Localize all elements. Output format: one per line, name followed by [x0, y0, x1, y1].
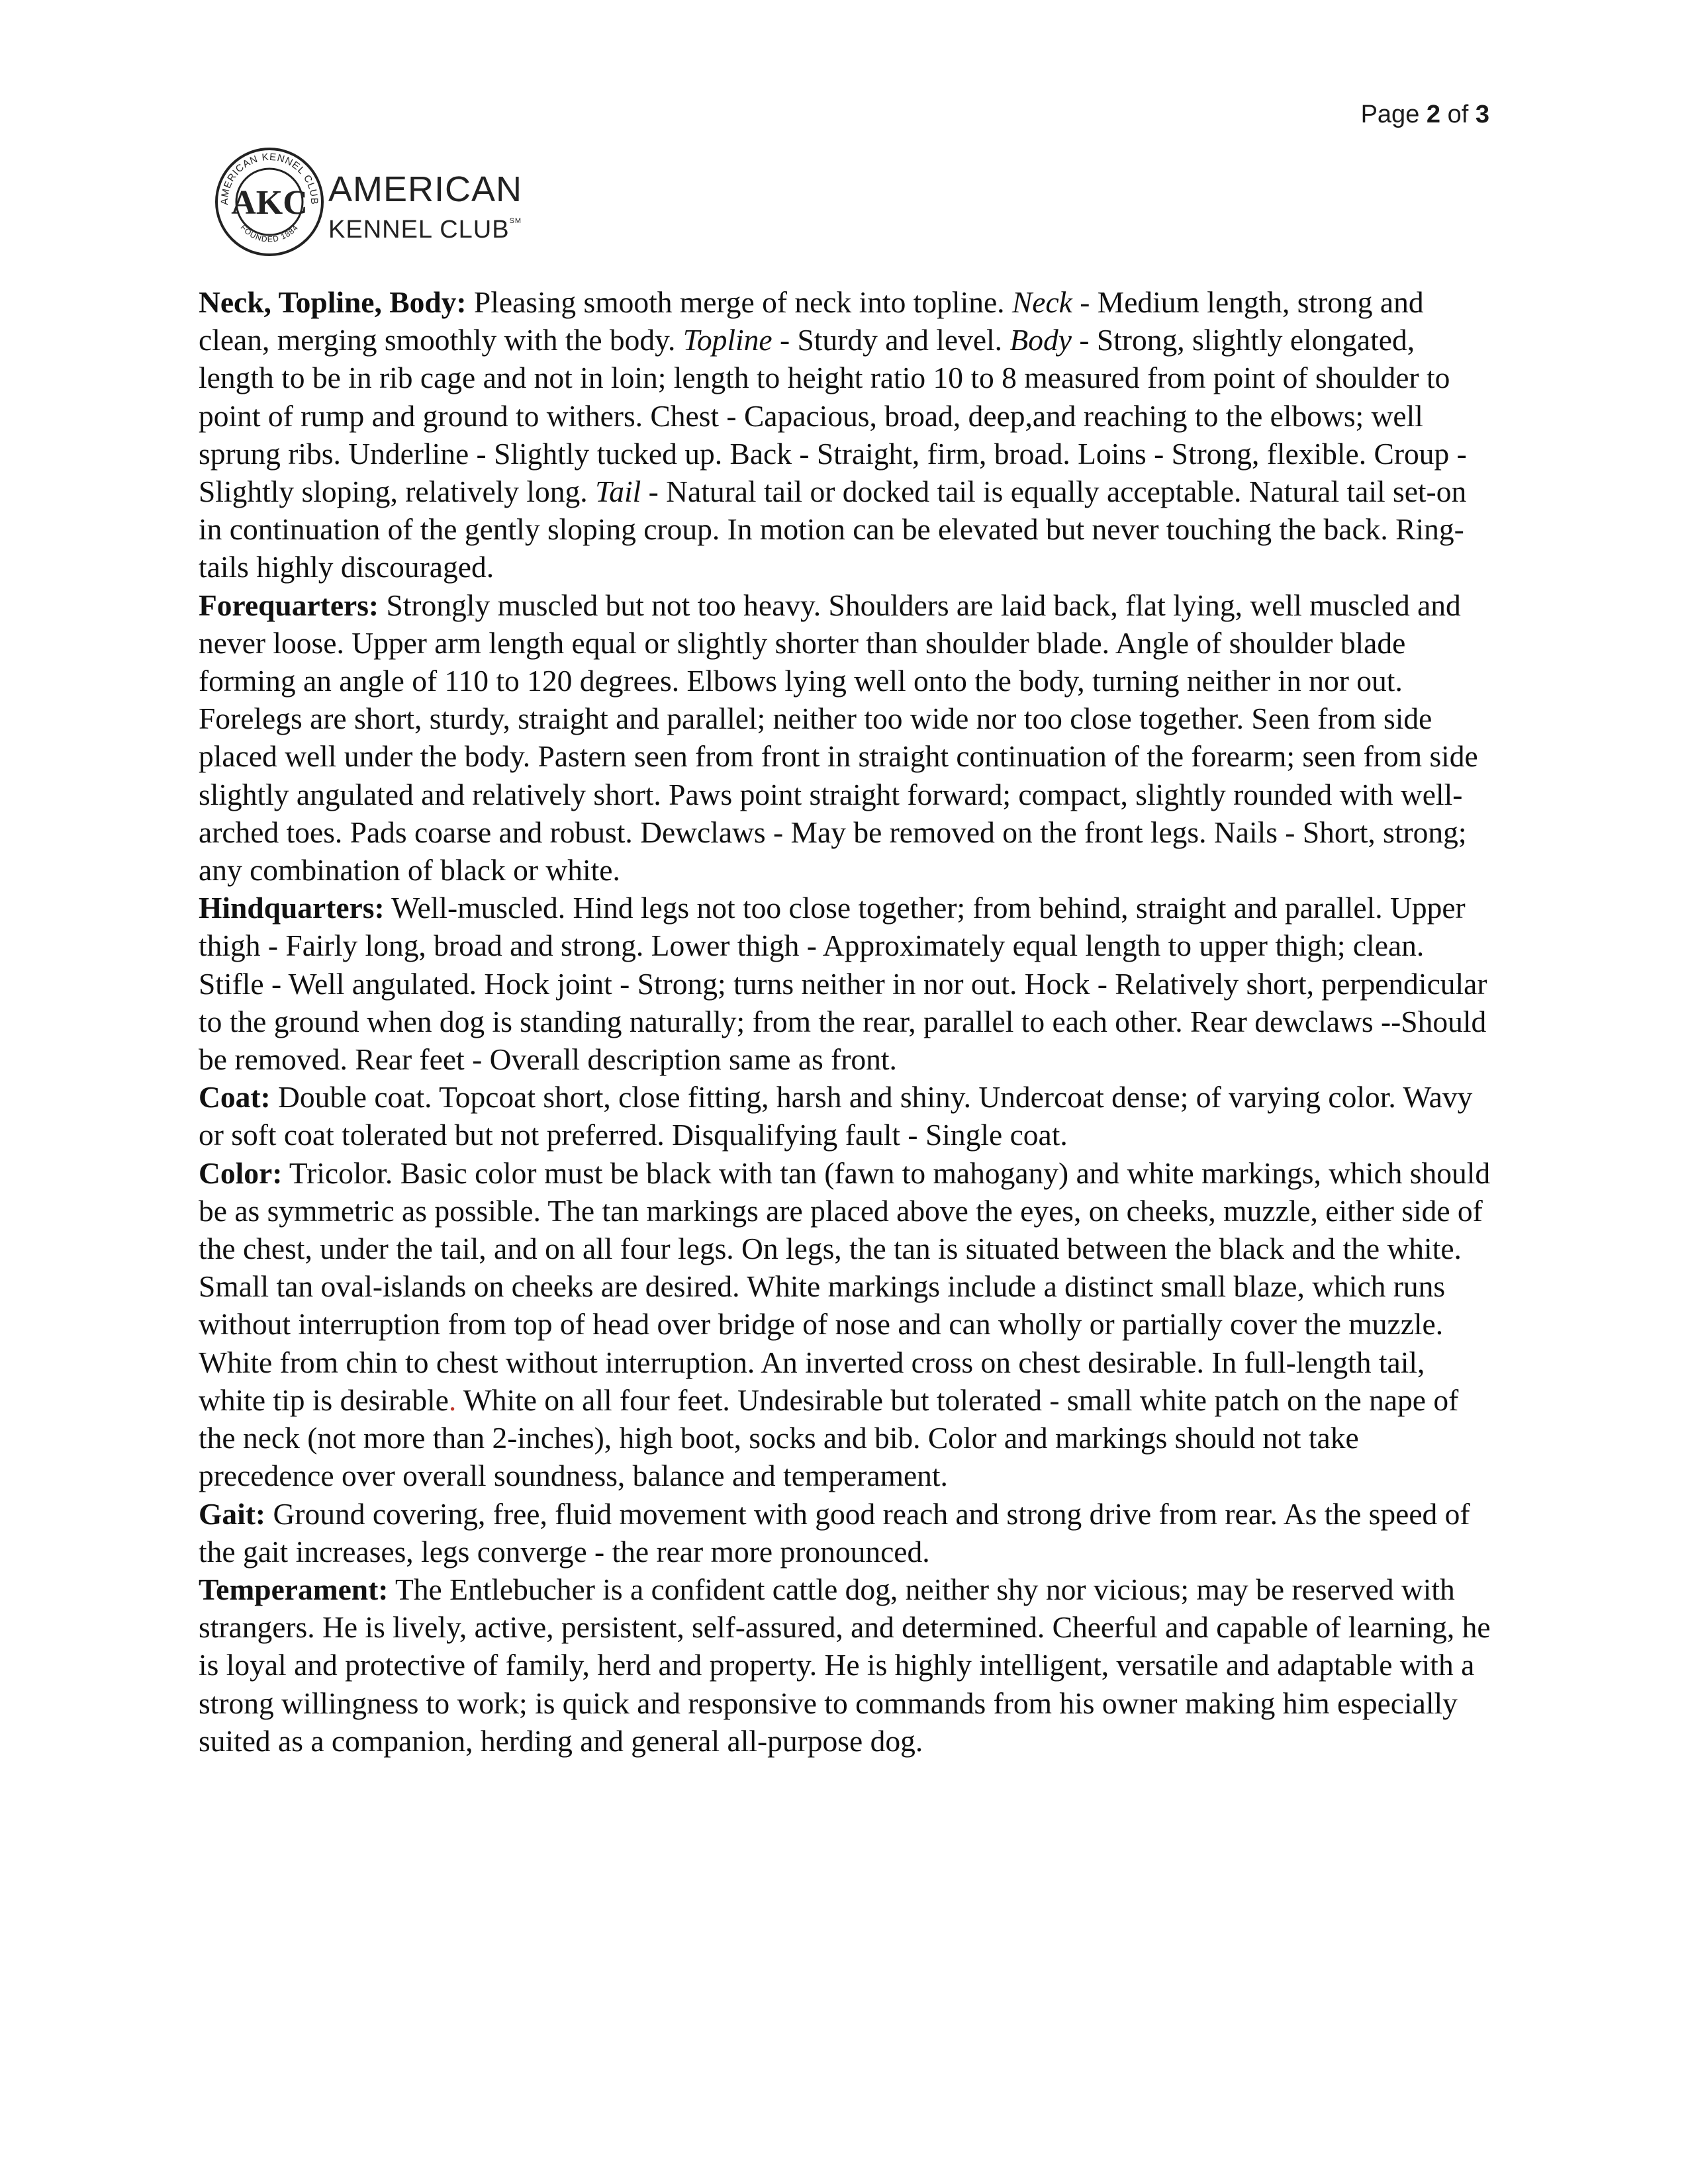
- section-neck-topline-body: [199, 283, 1496, 586]
- section-term: Neck: [1011, 285, 1072, 319]
- brand-wordmark: [328, 171, 522, 243]
- section-heading: Gait:: [199, 1496, 266, 1531]
- section-text: - Sturdy and level.: [772, 323, 1010, 357]
- brand-service-mark: SM: [509, 217, 522, 225]
- section-text: White on all four feet. Undesirable but tolerated - small white patch on the nape of the neck (not more than 2-inches), high boot, socks and bib. Color and markings should not take precedence over overall soundness, balance and temperament.: [199, 1383, 1459, 1493]
- section-gait: [199, 1495, 1496, 1570]
- section-text: - Strong, slightly elongated, length to be in rib cage and not in loin; length to height ratio 10 to 8 measured from point of shoulder to point of rump and ground to withers. Chest - Capacious, broad, deep,and reaching to the elbows; well sprung ribs. Underline - Slightly tucked up. Back - Straight, firm, broad. Loins - Strong, flexible. Croup - Slightly sloping, relatively long.: [199, 323, 1467, 509]
- section-text: Well-muscled. Hind legs not too close together; from behind, straight and parallel. Upper thigh - Fairly long, broad and strong. Lower thigh - Approximately equal length to upper thigh; clean. Stifle - Well angulated. Hock joint - Strong; turns neither in nor out. Hock - Relatively short, perpendicular to the ground when dog is standing naturally; from the rear, parallel to each other. Rear dewclaws --Should be removed. Rear feet - Overall description same as front.: [199, 891, 1487, 1077]
- section-heading: Color:: [199, 1156, 283, 1190]
- section-text: .: [448, 1383, 457, 1417]
- section-text: Pleasing smooth merge of neck into topline.: [466, 285, 1012, 319]
- section-temperament: [199, 1570, 1496, 1760]
- section-heading: Temperament:: [199, 1572, 389, 1606]
- section-term: Tail: [595, 475, 641, 509]
- page-current: 2: [1426, 101, 1441, 128]
- seal-text: AMERICAN KENNEL CLUB: [218, 151, 320, 205]
- section-heading: Hindquarters:: [199, 891, 385, 925]
- svg-text:FOUNDED 1884: [239, 223, 301, 244]
- seal-founded: FOUNDED 1884: [238, 222, 301, 244]
- brand-line-2: KENNEL CLUB: [328, 216, 510, 244]
- breed-standard-body: [199, 283, 1496, 1760]
- section-heading: Forequarters:: [199, 588, 379, 622]
- brand-line-1: AMERICAN: [328, 169, 523, 209]
- section-forequarters: [199, 586, 1496, 889]
- page-label: Page: [1360, 101, 1420, 128]
- section-hindquarters: [199, 889, 1496, 1078]
- section-heading: Coat:: [199, 1080, 271, 1115]
- page-total: 3: [1475, 101, 1489, 128]
- page-number: [1361, 99, 1489, 130]
- section-text: - Natural tail or docked tail is equally acceptable. Natural tail set-on in continuation of the gently sloping croup. In motion can be elevated but never touching the back. Ring-tails highly discouraged.: [199, 475, 1467, 584]
- section-coat: [199, 1078, 1496, 1154]
- section-text: Double coat. Topcoat short, close fitting, harsh and shiny. Undercoat dense; of varying color. Wavy or soft coat tolerated but not preferred. Disqualifying fault - Single coat.: [199, 1080, 1473, 1152]
- section-text: Tricolor. Basic color must be black with tan (fawn to mahogany) and white markings, which should be as symmetric as possible. The tan markings are placed above the eyes, on cheeks, muzzle, either side of the chest, under the tail, and on all four legs. On legs, the tan is situated between the black and the white. Small tan oval-islands on cheeks are desired. White markings include a distinct small blaze, which runs without interruption from top of head over bridge of nose and can wholly or partially cover the muzzle. White from chin to chest without interruption. An inverted cross on chest desirable. In full-length tail, white tip is desirable: [199, 1156, 1491, 1417]
- section-text: The Entlebucher is a confident cattle dog, neither shy nor vicious; may be reserved with strangers. He is lively, active, persistent, self-assured, and determined. Cheerful and capable of learning, he is loyal and protective of family, herd and property. He is highly intelligent, versatile and adaptable with a strong willingness to work; is quick and responsive to commands from his owner making him especially suited as a companion, herding and general all-purpose dog.: [199, 1572, 1491, 1758]
- seal-monogram: AKC: [231, 184, 308, 222]
- section-heading: Neck, Topline, Body:: [199, 285, 467, 319]
- section-term: Body: [1009, 323, 1072, 357]
- page-of: of: [1447, 101, 1469, 128]
- section-term: Topline: [682, 323, 773, 357]
- section-text: - Medium length, strong and clean, merging smoothly with the body.: [199, 285, 1424, 357]
- akc-logo: [213, 146, 523, 265]
- section-text: Strongly muscled but not too heavy. Shoulders are laid back, flat lying, well muscled and never loose. Upper arm length equal or slightly shorter than shoulder blade. Angle of shoulder blade forming an angle of 110 to 120 degrees. Elbows lying well onto the body, turning neither in nor out. Forelegs are short, sturdy, straight and parallel; neither too wide nor too close together. Seen from side placed well under the body. Pastern seen from front in straight continuation of the forearm; seen from side slightly angulated and relatively short. Paws point straight forward; compact, slightly rounded with well-arched toes. Pads coarse and robust. Dewclaws - May be removed on the front legs. Nails - Short, strong; any combination of black or white.: [199, 588, 1478, 887]
- section-color: [199, 1154, 1496, 1495]
- section-text: Ground covering, free, fluid movement with good reach and strong drive from rear. As the speed of the gait increases, legs converge - the rear more pronounced.: [199, 1496, 1470, 1569]
- akc-seal-icon: [213, 146, 326, 258]
